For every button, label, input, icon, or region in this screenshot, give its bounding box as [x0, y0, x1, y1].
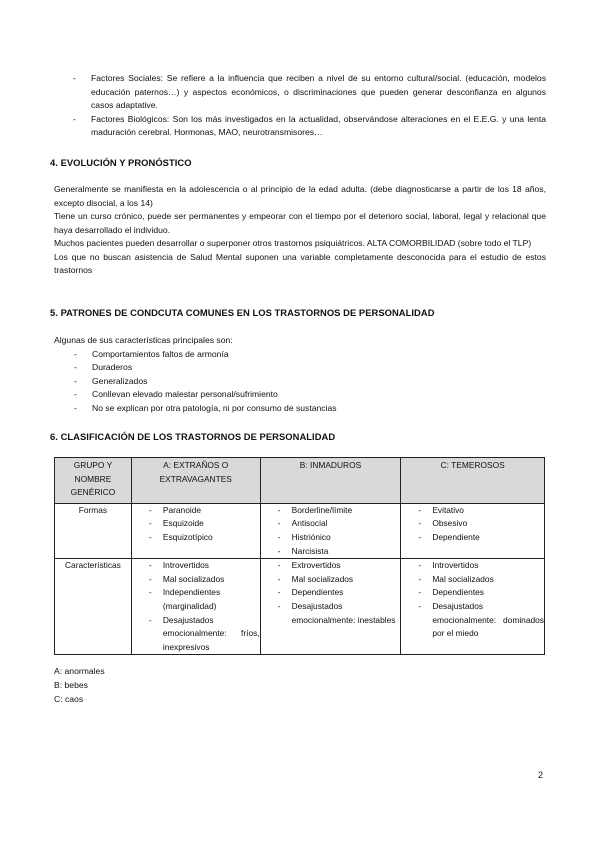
cell-item: - Mal socializados [146, 573, 260, 587]
section-5-body [54, 334, 544, 415]
cell-item: - Mal socializados [275, 573, 401, 587]
table-header-cell: B: INMADUROS [260, 458, 401, 504]
paragraph: Los que no buscan asistencia de Salud Mental suponen una variable completamente desconocida para el estudio de estos trastornos [54, 251, 546, 275]
section-6-heading: 6. CLASIFICACIÓN DE LOS TRASTORNOS DE PERSONALIDAD [50, 431, 336, 442]
table-header-row [55, 458, 545, 504]
section-4-heading: 4. EVOLUCIÓN Y PRONÓSTICO [50, 157, 192, 168]
list-item: - Factores Biológicos: Son los más investigados en la actualidad, observándose alteraciones en el E.E.G. y una lenta maduración cerebral. Hormonas, MAO, neurotransmisores… [53, 113, 546, 140]
cell-item: - Esquizotípico [146, 531, 260, 545]
list-item: - Duraderos [54, 361, 544, 375]
cell-item: - Extrovertidos [275, 559, 401, 573]
cell-item: - Introvertidos [415, 559, 544, 573]
table-cell [131, 503, 260, 558]
table-cell [131, 559, 260, 655]
legend-item: A: anormales [54, 666, 105, 676]
cell-item: - Narcisista [275, 545, 401, 559]
legend-item: C: caos [54, 694, 84, 704]
cell-item: - Desajustados emocionalmente: dominados por el miedo [415, 600, 544, 641]
list-item: - Comportamientos faltos de armonía [54, 348, 544, 362]
paragraph: Tiene un curso crónico, puede ser permanentes y empeorar con el tiempo por el deterioro social, laboral, legal y relacional que haya desarrollado el individuo. [54, 211, 546, 235]
cell-item: - Independientes (marginalidad) [146, 586, 260, 613]
cell-item: - Obsesivo [415, 517, 544, 531]
legend-item: B: bebes [54, 680, 88, 690]
paragraph: Generalmente se manifiesta en la adolescencia o al principio de la edad adulta. (debe diagnosticarse a partir de los 18 años, excepto disocial, a los 14) [54, 184, 546, 208]
cell-item: - Desajustados emocionalmente: fríos, inexpresivos [146, 614, 260, 655]
table-cell [260, 503, 401, 558]
paragraph: Muchos pacientes pueden desarrollar o superponer otros trastornos psiquiátricos. ALTA COMORBILIDAD (sobre todo el TLP) [54, 238, 532, 248]
characteristics-list [54, 348, 544, 416]
section-5-heading: 5. PATRONES DE CONDCUTA COMUNES EN LOS TRASTORNOS DE PERSONALIDAD [50, 307, 435, 318]
table-header-cell: GRUPO Y NOMBRE GENÉRICO [55, 458, 132, 504]
list-item: - Generalizados [54, 375, 544, 389]
row-label: Características [55, 559, 132, 655]
page-number: 2 [538, 770, 544, 780]
table-cell [401, 559, 545, 655]
cell-item: - Evitativo [415, 504, 544, 518]
cell-item: - Mal socializados [415, 573, 544, 587]
table-header-cell: C: TEMEROSOS [401, 458, 545, 504]
cell-item: - Esquizoide [146, 517, 260, 531]
cell-item: - Introvertidos [146, 559, 260, 573]
group-legend [54, 664, 105, 706]
cell-item: - Dependientes [275, 586, 401, 600]
cell-item: - Dependientes [415, 586, 544, 600]
cell-item: - Histriónico [275, 531, 401, 545]
classification-table [54, 457, 545, 655]
section-5-intro: Algunas de sus características principales son: [54, 335, 233, 345]
cell-item: - Desajustados emocionalmente: inestables [275, 600, 401, 627]
table-cell [260, 559, 401, 655]
cell-item: - Borderline/límite [275, 504, 401, 518]
table-cell [401, 503, 545, 558]
row-label: Formas [55, 503, 132, 558]
section-4-body [54, 183, 546, 278]
cell-item: - Paranoide [146, 504, 260, 518]
cell-item: - Dependiente [415, 531, 544, 545]
intro-factor-list [53, 72, 546, 140]
list-item: - Conllevan elevado malestar personal/sufrimiento [54, 388, 544, 402]
list-item: - No se explican por otra patología, ni por consumo de sustancias [54, 402, 544, 416]
cell-item: - Antisocial [275, 517, 401, 531]
list-item: - Factores Sociales: Se refiere a la influencia que reciben a nivel de su entorno cultural/social. (educación, modelos educación paternos…) y aspectos económicos, o discriminaciones que pueden generar desconfianza en algunos casos adaptative. [53, 72, 546, 113]
table-row [55, 503, 545, 558]
table-header-cell: A: EXTRAÑOS O EXTRAVAGANTES [131, 458, 260, 504]
table-row [55, 559, 545, 655]
